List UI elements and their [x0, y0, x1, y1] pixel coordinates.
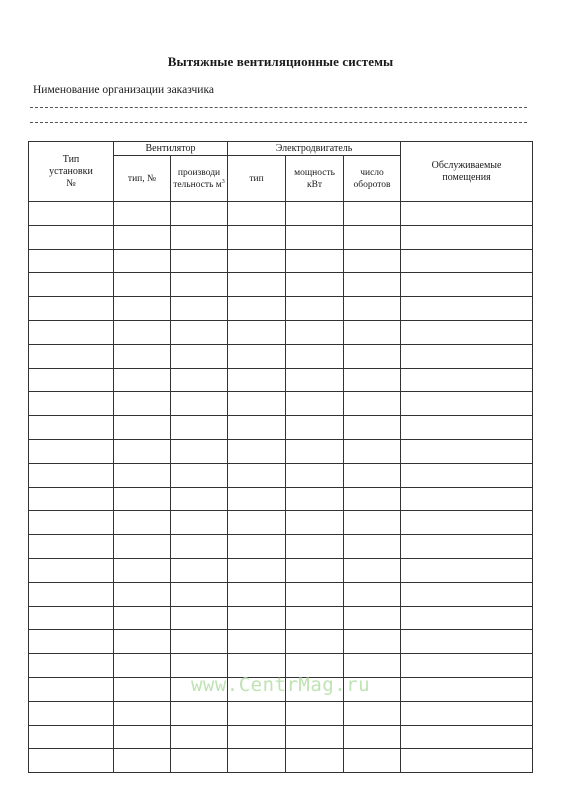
- header-install-type-text: Тип установки №: [49, 153, 93, 189]
- table-cell[interactable]: [114, 606, 171, 630]
- table-row: [29, 701, 533, 725]
- table-cell[interactable]: [228, 606, 286, 630]
- table-cell[interactable]: [286, 439, 344, 463]
- header-fan-capacity-text: производи тельность м: [173, 167, 222, 190]
- table-cell[interactable]: [228, 297, 286, 321]
- table-cell[interactable]: [114, 273, 171, 297]
- table-cell[interactable]: [114, 416, 171, 440]
- table-cell[interactable]: [29, 249, 114, 273]
- table-cell[interactable]: [29, 439, 114, 463]
- table-cell[interactable]: [171, 273, 228, 297]
- table-cell[interactable]: [29, 463, 114, 487]
- table-row: [29, 582, 533, 606]
- table-cell[interactable]: [344, 749, 401, 773]
- table-cell[interactable]: [228, 392, 286, 416]
- table-cell[interactable]: [344, 606, 401, 630]
- table-cell[interactable]: [286, 606, 344, 630]
- table-cell[interactable]: [29, 392, 114, 416]
- table-cell[interactable]: [401, 273, 533, 297]
- table-cell[interactable]: [344, 368, 401, 392]
- table-row: [29, 249, 533, 273]
- table-cell[interactable]: [114, 344, 171, 368]
- table-cell[interactable]: [171, 249, 228, 273]
- table-cell[interactable]: [171, 487, 228, 511]
- table-cell[interactable]: [114, 582, 171, 606]
- table-cell[interactable]: [286, 297, 344, 321]
- table-cell[interactable]: [286, 701, 344, 725]
- table-row: [29, 511, 533, 535]
- header-group-fan: Вентилятор: [114, 142, 228, 156]
- table-cell[interactable]: [401, 558, 533, 582]
- table-row: [29, 273, 533, 297]
- table-row: [29, 368, 533, 392]
- table-row: [29, 344, 533, 368]
- table-row: [29, 416, 533, 440]
- organization-fill-line-2: [30, 122, 527, 123]
- table-cell[interactable]: [29, 297, 114, 321]
- table-cell[interactable]: [344, 416, 401, 440]
- table-cell[interactable]: [114, 202, 171, 226]
- table-cell[interactable]: [286, 392, 344, 416]
- header-rooms: [401, 142, 533, 202]
- table-cell[interactable]: [114, 249, 171, 273]
- table-cell[interactable]: [171, 725, 228, 749]
- table-cell[interactable]: [286, 725, 344, 749]
- table-cell[interactable]: [114, 535, 171, 559]
- table-cell[interactable]: [344, 558, 401, 582]
- table-cell[interactable]: [286, 487, 344, 511]
- table-cell[interactable]: [286, 225, 344, 249]
- table-cell[interactable]: [401, 630, 533, 654]
- table-cell[interactable]: [228, 487, 286, 511]
- table-cell[interactable]: [114, 749, 171, 773]
- table-cell[interactable]: [286, 368, 344, 392]
- table-cell[interactable]: [401, 749, 533, 773]
- table-cell[interactable]: [286, 249, 344, 273]
- table-cell[interactable]: [171, 606, 228, 630]
- table-cell[interactable]: [29, 535, 114, 559]
- table-cell[interactable]: [29, 725, 114, 749]
- table-cell[interactable]: [401, 225, 533, 249]
- table-cell[interactable]: [171, 416, 228, 440]
- table-row: [29, 392, 533, 416]
- table-cell[interactable]: [228, 725, 286, 749]
- table-cell[interactable]: [114, 558, 171, 582]
- table-cell[interactable]: [344, 439, 401, 463]
- table-row: [29, 558, 533, 582]
- table-cell[interactable]: [29, 511, 114, 535]
- table-cell[interactable]: [344, 582, 401, 606]
- table-cell[interactable]: [286, 749, 344, 773]
- table-cell[interactable]: [29, 368, 114, 392]
- table-cell[interactable]: [171, 701, 228, 725]
- header-fan-type: тип, №: [114, 156, 171, 202]
- table-cell[interactable]: [228, 511, 286, 535]
- table-cell[interactable]: [401, 320, 533, 344]
- table-cell[interactable]: [29, 558, 114, 582]
- table-cell[interactable]: [344, 249, 401, 273]
- organization-fill-line-1: [30, 107, 527, 108]
- organization-label: Нименование организации заказчика: [33, 84, 214, 96]
- table-cell[interactable]: [228, 320, 286, 344]
- table-row: [29, 463, 533, 487]
- table-cell[interactable]: [29, 749, 114, 773]
- table-cell[interactable]: [171, 558, 228, 582]
- table-cell[interactable]: [29, 582, 114, 606]
- table-cell[interactable]: [401, 392, 533, 416]
- table-cell[interactable]: [344, 701, 401, 725]
- header-rooms-text: Обслуживаемые помещения: [431, 159, 502, 183]
- table-cell[interactable]: [171, 225, 228, 249]
- table-cell[interactable]: [114, 463, 171, 487]
- watermark: www.CentrMag.ru: [190, 674, 371, 696]
- table-cell[interactable]: [228, 202, 286, 226]
- table-cell[interactable]: [401, 701, 533, 725]
- table-row: [29, 487, 533, 511]
- table-cell[interactable]: [228, 749, 286, 773]
- table-cell[interactable]: [401, 297, 533, 321]
- table-cell[interactable]: [286, 416, 344, 440]
- header-motor-power: [286, 156, 344, 202]
- table-cell[interactable]: [228, 249, 286, 273]
- table-cell[interactable]: [114, 630, 171, 654]
- table-row: [29, 225, 533, 249]
- table-cell[interactable]: [228, 558, 286, 582]
- table-cell[interactable]: [114, 701, 171, 725]
- table-cell[interactable]: [344, 487, 401, 511]
- table-cell[interactable]: [344, 202, 401, 226]
- table-cell[interactable]: [114, 368, 171, 392]
- table-cell[interactable]: [29, 320, 114, 344]
- table-cell[interactable]: [29, 202, 114, 226]
- table-cell[interactable]: [401, 344, 533, 368]
- table-cell[interactable]: [286, 273, 344, 297]
- table-cell[interactable]: [401, 439, 533, 463]
- table-cell[interactable]: [29, 416, 114, 440]
- table-row: [29, 535, 533, 559]
- table-cell[interactable]: [228, 225, 286, 249]
- table-cell[interactable]: [171, 297, 228, 321]
- table-cell[interactable]: [114, 511, 171, 535]
- table-cell[interactable]: [29, 606, 114, 630]
- table-cell[interactable]: [344, 320, 401, 344]
- table-cell[interactable]: [171, 749, 228, 773]
- table-row: [29, 725, 533, 749]
- table-cell[interactable]: [344, 463, 401, 487]
- table-cell[interactable]: [114, 392, 171, 416]
- table-cell[interactable]: [344, 297, 401, 321]
- header-fan-capacity-superscript: 3: [221, 178, 225, 185]
- table-row: [29, 297, 533, 321]
- table-cell[interactable]: [401, 725, 533, 749]
- table-cell[interactable]: [401, 202, 533, 226]
- table-cell[interactable]: [29, 630, 114, 654]
- table-cell[interactable]: [228, 630, 286, 654]
- table-row: [29, 202, 533, 226]
- table-cell[interactable]: [114, 225, 171, 249]
- table-cell[interactable]: [171, 511, 228, 535]
- table-cell[interactable]: [401, 606, 533, 630]
- table-cell[interactable]: [114, 725, 171, 749]
- table-cell[interactable]: [228, 368, 286, 392]
- table-cell[interactable]: [286, 511, 344, 535]
- table-cell[interactable]: [344, 392, 401, 416]
- table-cell[interactable]: [228, 344, 286, 368]
- table-row: [29, 320, 533, 344]
- table-cell[interactable]: [401, 582, 533, 606]
- header-motor-type: тип: [228, 156, 286, 202]
- table-cell[interactable]: [171, 202, 228, 226]
- table-cell[interactable]: [228, 416, 286, 440]
- table-cell[interactable]: [171, 582, 228, 606]
- table-row: [29, 439, 533, 463]
- table-cell[interactable]: [344, 273, 401, 297]
- table-cell[interactable]: [344, 630, 401, 654]
- table-cell[interactable]: [171, 368, 228, 392]
- table-cell[interactable]: [401, 487, 533, 511]
- table-cell[interactable]: [401, 535, 533, 559]
- table-cell[interactable]: [286, 320, 344, 344]
- table-cell[interactable]: [228, 439, 286, 463]
- table-cell[interactable]: [171, 392, 228, 416]
- table-cell[interactable]: [344, 225, 401, 249]
- table-cell[interactable]: [286, 344, 344, 368]
- table-cell[interactable]: [344, 511, 401, 535]
- header-motor-rpm: [344, 156, 401, 202]
- header-motor-power-text: мощность кВт: [294, 167, 335, 190]
- table-cell[interactable]: [29, 273, 114, 297]
- table-cell[interactable]: [114, 320, 171, 344]
- table-cell[interactable]: [286, 582, 344, 606]
- table-cell[interactable]: [171, 344, 228, 368]
- table-cell[interactable]: [401, 249, 533, 273]
- table-cell[interactable]: [114, 297, 171, 321]
- table-cell[interactable]: [228, 273, 286, 297]
- table-cell[interactable]: [401, 463, 533, 487]
- table-cell[interactable]: [228, 463, 286, 487]
- header-install-type: [29, 142, 114, 202]
- table-cell[interactable]: [401, 416, 533, 440]
- table-row: [29, 630, 533, 654]
- header-group-motor: Электродвигатель: [228, 142, 401, 156]
- table-cell[interactable]: [286, 202, 344, 226]
- table-cell[interactable]: [401, 511, 533, 535]
- table-cell[interactable]: [171, 630, 228, 654]
- table-cell[interactable]: [29, 487, 114, 511]
- table-cell[interactable]: [114, 487, 171, 511]
- header-fan-capacity: [171, 156, 228, 202]
- table-cell[interactable]: [29, 701, 114, 725]
- table-cell[interactable]: [344, 725, 401, 749]
- document-title: Вытяжные вентиляционные системы: [167, 54, 394, 69]
- table-cell[interactable]: [228, 535, 286, 559]
- table-cell[interactable]: [228, 701, 286, 725]
- table-cell[interactable]: [171, 535, 228, 559]
- table-cell[interactable]: [344, 535, 401, 559]
- header-motor-rpm-text: число оборотов: [353, 167, 391, 190]
- table-cell[interactable]: [171, 320, 228, 344]
- table-cell[interactable]: [286, 558, 344, 582]
- table-cell[interactable]: [286, 463, 344, 487]
- table-cell[interactable]: [114, 439, 171, 463]
- table-cell[interactable]: [401, 368, 533, 392]
- table-cell[interactable]: [344, 344, 401, 368]
- table-row: [29, 749, 533, 773]
- table-cell[interactable]: [29, 225, 114, 249]
- table-cell[interactable]: [171, 463, 228, 487]
- table-cell[interactable]: [286, 535, 344, 559]
- table-cell[interactable]: [286, 630, 344, 654]
- table-cell[interactable]: [171, 439, 228, 463]
- table-cell[interactable]: [29, 344, 114, 368]
- table-cell[interactable]: [228, 582, 286, 606]
- table-row: [29, 606, 533, 630]
